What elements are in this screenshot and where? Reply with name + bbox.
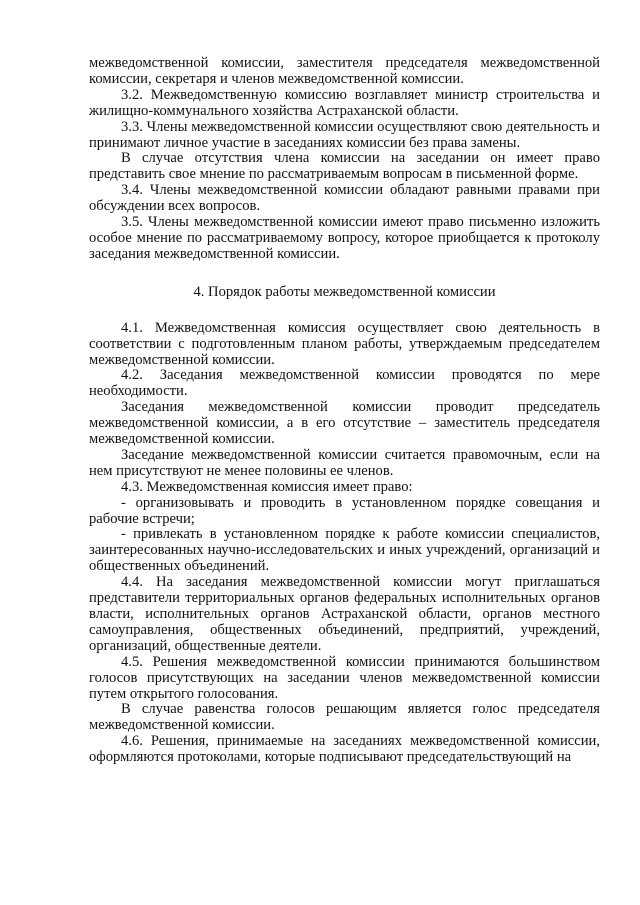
paragraph-3-2: 3.2. Межведомственную комиссию возглавляет министр строительства и жилищно-коммунального хозяйства Астраханской области.: [89, 86, 600, 119]
paragraph-3-5: 3.5. Члены межведомственной комиссии имеют право письменно изложить особое мнение по рассматриваемому вопросу, которое приобщается к протоколу заседания межведомственной комиссии.: [89, 214, 600, 262]
paragraph-4-6: 4.6. Решения, принимаемые на заседаниях межведомственной комиссии, оформляются протоколами, которые подписывают председательствующий на: [89, 733, 600, 766]
list-item-organize: - организовывать и проводить в установленном порядке совещания и рабочие встречи;: [89, 494, 600, 527]
paragraph-4-5: 4.5. Решения межведомственной комиссии принимаются большинством голосов присутствующих на заседании членов межведомственной комиссии путем открытого голосования.: [89, 653, 600, 702]
paragraph-4-5-tie: В случае равенства голосов решающим является голос председателя межведомственной комиссии.: [89, 701, 600, 734]
paragraph-3-3: 3.3. Члены межведомственной комиссии осуществляют свою деятельность и принимают личное участие в заседаниях комиссии без права замены.: [89, 118, 600, 151]
list-item-involve: - привлекать в установленном порядке к работе комиссии специалистов, заинтересованных научно-исследовательских и иных учреждений, организаций и общественных объединений.: [89, 526, 600, 575]
paragraph-4-2: 4.2. Заседания межведомственной комиссии проводятся по мере необходимости.: [89, 367, 600, 400]
paragraph-3-3-absence: В случае отсутствия члена комиссии на заседании он имеет право представить свое мнение по рассматриваемым вопросам в письменной форме.: [89, 150, 600, 183]
document-page: [89, 56, 600, 766]
paragraph-continuation: межведомственной комиссии, заместителя председателя межведомственной комиссии, секретаря и членов межведомственной комиссии.: [89, 55, 600, 87]
paragraph-4-2-quorum: Заседание межведомственной комиссии считается правомочным, если на нем присутствуют не менее половины ее членов.: [89, 446, 600, 479]
paragraph-4-1: 4.1. Межведомственная комиссия осуществляет свою деятельность в соответствии с подготовленным планом работы, утверждаемым председателем межведомственной комиссии.: [89, 319, 600, 368]
paragraph-4-2-chair: Заседания межведомственной комиссии проводит председатель межведомственной комиссии, а в его отсутствие – заместитель председателя межведомственной комиссии.: [89, 399, 600, 448]
section-heading: 4. Порядок работы межведомственной комиссии: [193, 283, 496, 300]
paragraph-4-3: 4.3. Межведомственная комиссия имеет право:: [121, 478, 413, 495]
paragraph-3-4: 3.4. Члены межведомственной комиссии обладают равными правами при обсуждении всех вопросов.: [89, 182, 600, 215]
paragraph-4-4: 4.4. На заседания межведомственной комиссии могут приглашаться представители территориальных органов федеральных исполнительных органов власти, исполнительных органов Астраханской области, органов местного самоуправления, общественных объединений, предприятий, учреждений, организаций, общественные деятели.: [89, 574, 600, 654]
